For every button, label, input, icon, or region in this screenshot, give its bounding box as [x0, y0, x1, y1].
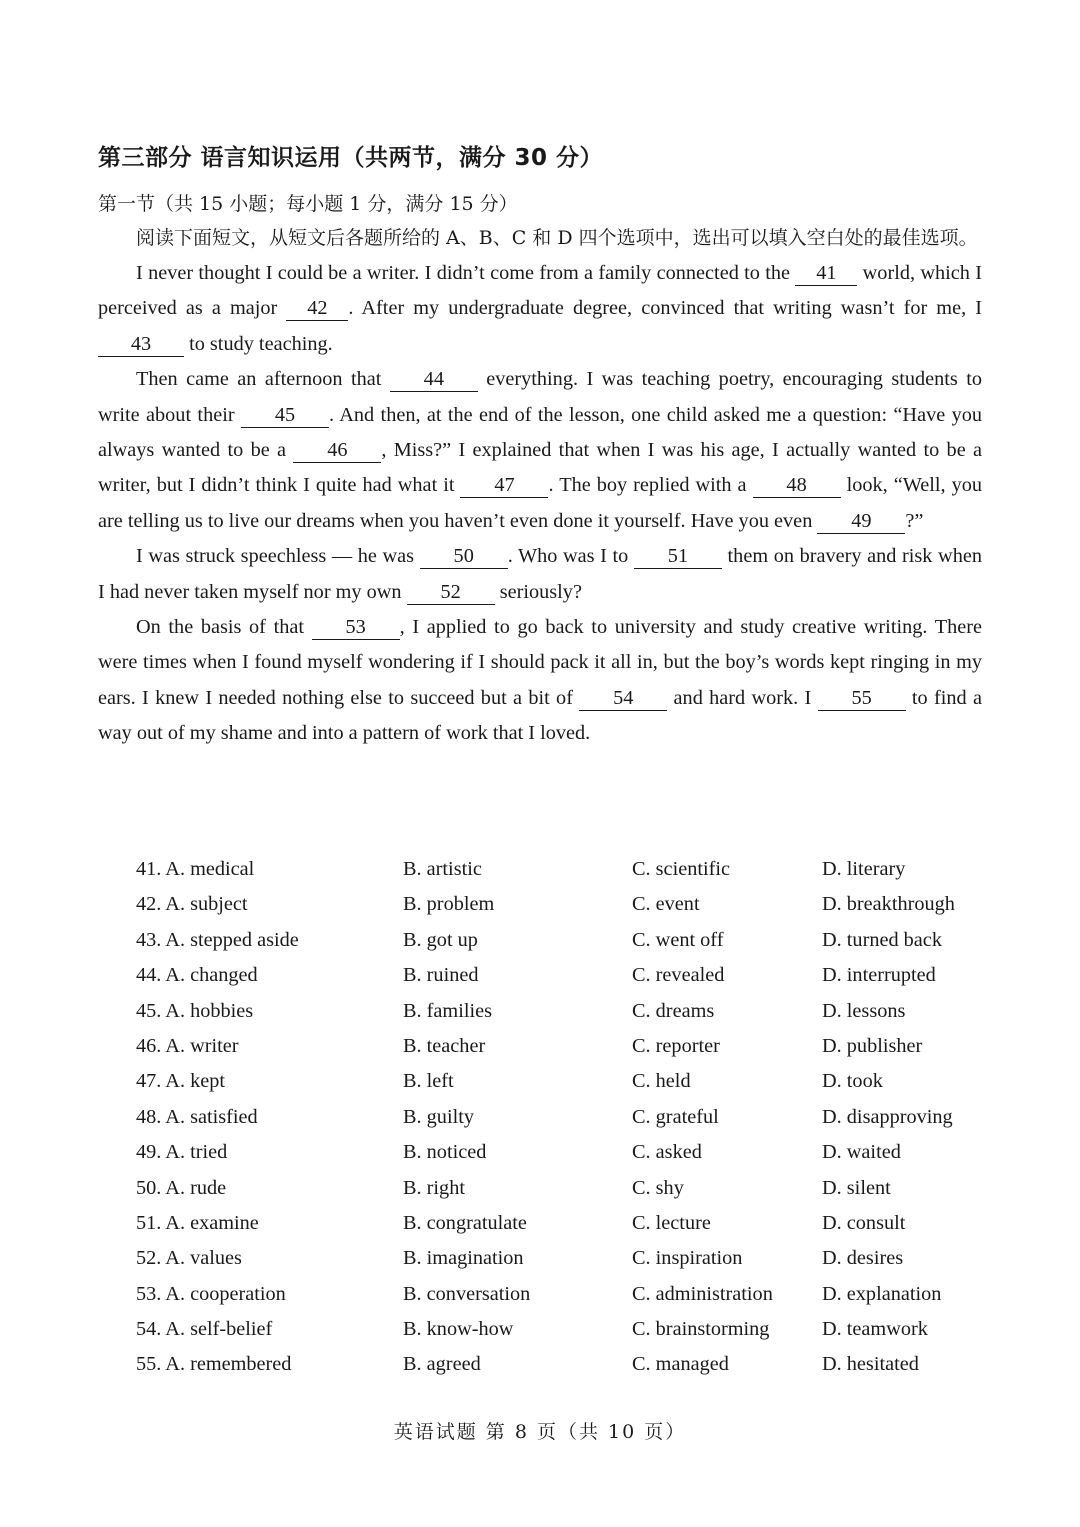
passage-text: , I applied to go back to university and study creative writing. There were times when I found myself wondering if I should pack it all in, but the boy’s words kept ringing in my ears. I knew I needed nothing else to succeed but a bit of: [98, 616, 982, 709]
passage-text: to find a way out of my shame and into a pattern of work that I loved.: [98, 686, 982, 745]
option-d: D. literary: [822, 858, 906, 880]
blank-42: 42: [286, 296, 348, 321]
option-a: 53. A. cooperation: [136, 1282, 286, 1305]
option-c: C. inspiration: [632, 1247, 743, 1270]
exam-page: [98, 138, 982, 752]
option-a: 48. A. satisfied: [136, 1105, 258, 1128]
option-b: B. problem: [403, 893, 495, 916]
option-a: 42. A. subject: [136, 893, 248, 916]
option-b: B. guilty: [403, 1105, 474, 1128]
option-a: 49. A. tried: [136, 1141, 228, 1164]
option-row-54: [136, 1312, 996, 1347]
option-a: 47. A. kept: [136, 1070, 226, 1093]
option-row-42: [136, 887, 996, 922]
option-row-48: [136, 1100, 996, 1135]
option-d: D. disapproving: [822, 1105, 953, 1128]
option-row-47: [136, 1064, 996, 1099]
option-c: C. administration: [632, 1282, 773, 1305]
option-b: B. families: [403, 999, 492, 1022]
passage-text: world, which I perceived as a major: [98, 262, 982, 320]
option-d: D. silent: [822, 1176, 891, 1199]
option-d: D. hesitated: [822, 1353, 919, 1376]
option-d: D. consult: [822, 1211, 906, 1234]
passage-text: I was struck speechless — he was: [136, 545, 420, 568]
option-b: B. got up: [403, 928, 478, 951]
passage-text: to study teaching.: [184, 332, 333, 355]
part-title: 第三部分 语言知识运用（共两节，满分 30 分）: [98, 145, 604, 171]
option-b: B. noticed: [403, 1141, 487, 1164]
section-title: 第一节（共 15 小题；每小题 1 分，满分 15 分）: [98, 193, 518, 215]
passage-text: and hard work. I: [667, 686, 818, 709]
blank-49: 49: [817, 509, 905, 534]
passage-text: seriously?: [494, 580, 582, 603]
option-d: D. breakthrough: [822, 893, 955, 916]
blank-54: 54: [579, 686, 667, 711]
option-d: D. desires: [822, 1247, 904, 1270]
blank-45: 45: [241, 403, 329, 428]
option-c: C. lecture: [632, 1211, 711, 1234]
option-c: C. event: [632, 893, 700, 916]
option-d: D. lessons: [822, 999, 906, 1022]
option-c: C. brainstorming: [632, 1318, 770, 1341]
option-row-49: [136, 1135, 996, 1170]
option-b: B. agreed: [403, 1353, 481, 1376]
option-a: 50. A. rude: [136, 1176, 227, 1199]
option-c: C. managed: [632, 1353, 729, 1376]
option-c: C. shy: [632, 1176, 684, 1199]
option-row-44: [136, 958, 996, 993]
passage-paragraph-3: [98, 539, 982, 610]
option-c: C. grateful: [632, 1105, 719, 1128]
passage-text: On the basis of that: [136, 616, 312, 639]
option-d: D. took: [822, 1070, 883, 1093]
blank-41: 41: [795, 261, 857, 286]
option-d: D. interrupted: [822, 964, 936, 987]
option-d: D. waited: [822, 1141, 901, 1164]
option-row-46: [136, 1029, 996, 1064]
option-row-51: [136, 1206, 996, 1241]
option-d: D. explanation: [822, 1282, 942, 1305]
passage-paragraph-2: [98, 362, 982, 539]
option-a: 43. A. stepped aside: [136, 928, 299, 951]
passage-text: , Miss?” I explained that when I was his age, I actually wanted to be a writer, but I didn’t think I quite had what it: [98, 439, 983, 497]
option-c: C. held: [632, 1070, 691, 1093]
option-a: 41. A. medical: [136, 858, 255, 880]
option-b: B. right: [403, 1176, 465, 1199]
option-b: B. teacher: [403, 1034, 486, 1057]
option-b: B. ruined: [403, 964, 479, 987]
option-row-53: [136, 1277, 996, 1312]
option-b: B. know-how: [403, 1318, 514, 1341]
passage-text: . Who was I to: [507, 545, 634, 568]
option-row-55: [136, 1347, 996, 1382]
blank-48: 48: [753, 473, 841, 498]
option-a: 55. A. remembered: [136, 1353, 292, 1376]
passage-text: ?”: [905, 509, 924, 532]
passage-text: . The boy replied with a: [548, 474, 753, 497]
blank-46: 46: [293, 438, 381, 463]
option-d: D. turned back: [822, 928, 942, 951]
option-row-41: [136, 852, 996, 887]
option-c: C. asked: [632, 1141, 702, 1164]
page-footer: 英语试题 第 8 页（共 10 页）: [393, 1421, 687, 1443]
option-c: C. revealed: [632, 964, 725, 987]
option-a: 45. A. hobbies: [136, 999, 254, 1022]
blank-50: 50: [420, 544, 508, 569]
option-a: 44. A. changed: [136, 964, 258, 987]
option-c: C. scientific: [632, 858, 730, 880]
blank-47: 47: [460, 473, 548, 498]
passage-text: . And then, at the end of the lesson, one child asked me a question: “Have you always wanted to be a: [98, 403, 982, 462]
option-b: B. congratulate: [403, 1211, 527, 1234]
option-b: B. artistic: [403, 858, 482, 880]
option-row-43: [136, 923, 996, 958]
option-b: B. imagination: [403, 1247, 524, 1270]
option-a: 52. A. values: [136, 1247, 242, 1270]
blank-52: 52: [407, 580, 495, 605]
passage-paragraph-4: [98, 610, 982, 752]
option-c: C. dreams: [632, 999, 715, 1022]
option-a: 51. A. examine: [136, 1211, 259, 1234]
option-c: C. reporter: [632, 1034, 720, 1057]
option-c: C. went off: [632, 928, 724, 951]
blank-55: 55: [818, 686, 906, 711]
passage-text: them on bravery and risk when I had never taken myself nor my own: [98, 545, 982, 603]
blank-53: 53: [312, 615, 400, 640]
options-list: [136, 852, 996, 1383]
blank-44: 44: [390, 367, 478, 392]
passage-text: . After my undergraduate degree, convinced that writing wasn’t for me, I: [348, 297, 982, 320]
passage-text: look, “Well, you are telling us to live our dreams when you haven’t even done it yourself. Have you even: [98, 474, 982, 532]
passage-text: Then came an afternoon that: [136, 368, 390, 391]
option-a: 46. A. writer: [136, 1034, 239, 1057]
option-row-45: [136, 994, 996, 1029]
passage-text: everything. I was teaching poetry, encouraging students to write about their: [98, 368, 982, 426]
blank-43: 43: [98, 332, 184, 357]
passage-paragraph-1: [98, 256, 982, 362]
passage-text: I never thought I could be a writer. I didn’t come from a family connected to the: [136, 262, 796, 284]
option-d: D. teamwork: [822, 1318, 928, 1341]
option-row-50: [136, 1171, 996, 1206]
instruction: 阅读下面短文，从短文后各题所给的 A、B、C 和 D 四个选项中，选出可以填入空白处的最佳选项。: [136, 227, 978, 249]
option-row-52: [136, 1241, 996, 1276]
option-a: 54. A. self-belief: [136, 1318, 273, 1341]
option-d: D. publisher: [822, 1034, 923, 1057]
option-b: B. left: [403, 1070, 454, 1093]
blank-51: 51: [634, 544, 722, 569]
option-b: B. conversation: [403, 1282, 531, 1305]
